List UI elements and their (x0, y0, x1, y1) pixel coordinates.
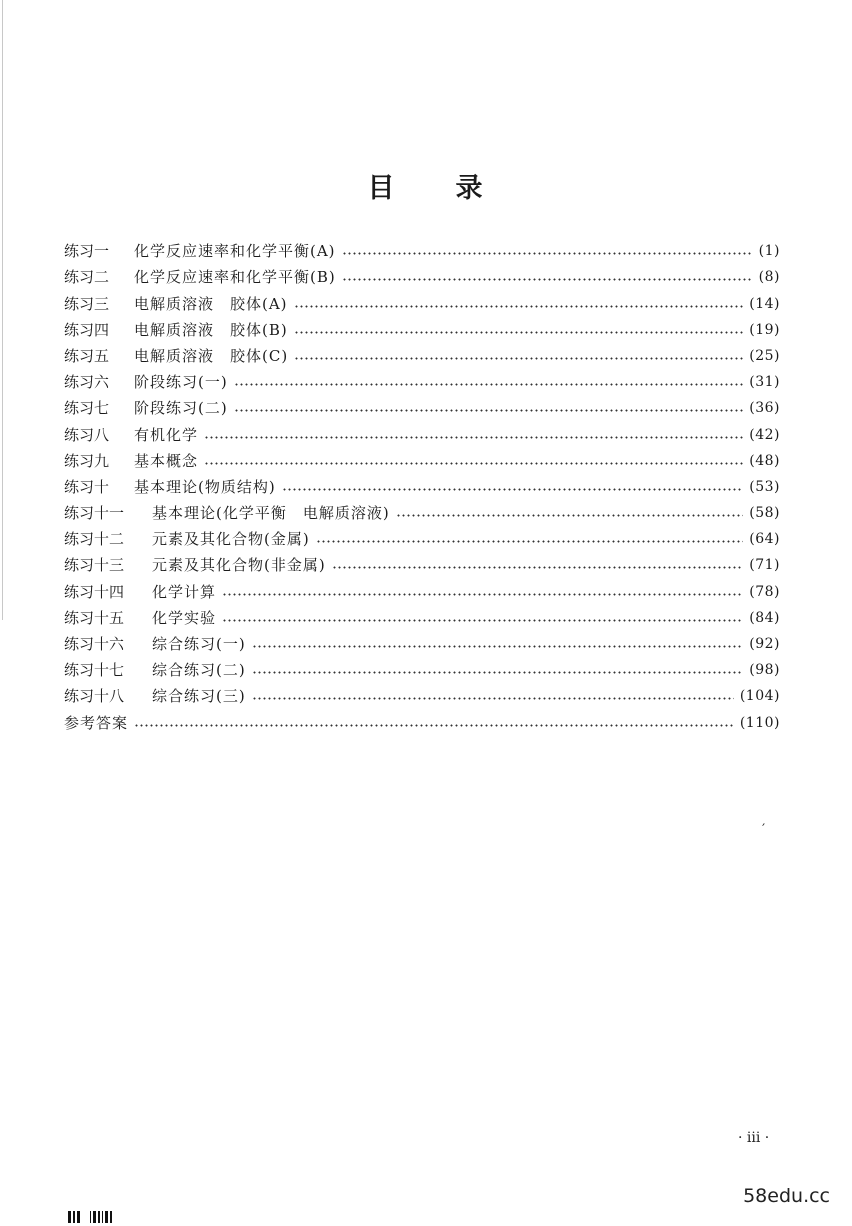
toc-entry-label: 练习八 (64, 425, 110, 444)
toc-entry-title: 电解质溶液 胶体(C) (134, 346, 289, 365)
toc-entry[interactable] (64, 234, 780, 260)
toc-entry-title: 电解质溶液 胶体(A) (134, 294, 288, 313)
dot-leader (342, 251, 753, 256)
watermark-text: 58edu.cc (743, 1185, 830, 1207)
toc-entry-label: 练习十三 (64, 556, 125, 575)
toc-entry-page: (25) (749, 347, 780, 364)
toc-entry-title: 基本理论(化学平衡 电解质溶液) (152, 504, 390, 523)
dot-leader (252, 644, 744, 649)
toc-entry-title: 元素及其化合物(非金属) (152, 556, 326, 575)
dot-leader (294, 330, 744, 335)
toc-entry[interactable] (64, 260, 780, 286)
toc-entry-page: (19) (749, 321, 780, 338)
toc-entry-title: 元素及其化合物(金属) (152, 530, 310, 549)
toc-entry-title: 综合练习(一) (152, 635, 246, 653)
toc-entry-page: (53) (749, 478, 780, 495)
toc-entry-page: (110) (739, 714, 780, 731)
toc-entry[interactable] (64, 522, 780, 548)
toc-entry-page: (1) (758, 243, 780, 260)
toc-entry-label: 练习十八 (64, 687, 125, 706)
dot-leader (252, 696, 734, 701)
toc-entry-page: (8) (758, 269, 780, 286)
toc-entry-title: 有机化学 (134, 425, 199, 444)
toc-entry[interactable] (64, 653, 780, 679)
toc-entry[interactable] (64, 574, 780, 600)
toc-entry-label: 练习十 (64, 477, 110, 496)
dot-leader (204, 461, 743, 466)
barcode-mark (68, 1209, 112, 1223)
toc-entry-page: (42) (749, 426, 780, 443)
toc-entry-title: 阶段练习(二) (134, 399, 228, 418)
toc-entry-label: 练习四 (64, 320, 110, 339)
dot-leader (204, 435, 743, 440)
page-edge-line (2, 0, 3, 620)
dot-leader (396, 513, 744, 518)
toc-entry[interactable] (64, 391, 780, 417)
toc-entry[interactable] (64, 444, 780, 470)
toc-entry[interactable] (64, 601, 780, 627)
toc-entry-label: 练习九 (64, 451, 110, 470)
toc-entry-label: 练习十二 (64, 530, 125, 549)
dot-leader (222, 592, 743, 597)
dot-leader (234, 382, 744, 387)
toc-entry-page: (36) (749, 400, 780, 417)
title-char-1: 目 (367, 173, 397, 204)
toc-entry-page: (31) (749, 374, 780, 391)
dot-leader (294, 356, 743, 361)
dot-leader (332, 565, 744, 570)
title-char-2: 录 (455, 173, 485, 204)
toc-entry-title: 综合练习(二) (152, 661, 246, 680)
toc-entry-title: 基本理论(物质结构) (134, 477, 276, 496)
toc-entry-label: 练习十一 (64, 504, 125, 523)
toc-entry-page: (92) (749, 636, 780, 652)
toc-entry[interactable] (64, 313, 780, 339)
toc-entry[interactable] (64, 365, 780, 391)
toc-entry-page: (78) (749, 583, 780, 600)
dot-leader (252, 670, 744, 675)
page-number: · iii · (738, 1130, 770, 1146)
dot-leader (222, 618, 743, 623)
dot-leader (316, 539, 744, 544)
toc-entry[interactable] (64, 548, 780, 574)
page-title (0, 166, 852, 205)
toc-entry[interactable] (64, 286, 780, 312)
toc-entry-title: 综合练习(三) (152, 687, 246, 706)
toc-entry-page: (84) (749, 609, 780, 626)
toc-entry-title: 化学反应速率和化学平衡(A) (134, 242, 336, 261)
toc-entry-title: 化学实验 (152, 608, 217, 627)
toc-entry-label: 练习十六 (64, 635, 125, 653)
toc-entry-title: 化学计算 (152, 582, 217, 601)
toc-entry-page: (64) (749, 531, 780, 548)
toc-entry-page: (104) (739, 688, 780, 705)
toc-entry[interactable] (64, 339, 780, 365)
toc-entry-page: (71) (749, 557, 780, 574)
toc-entry-label: 练习十五 (64, 608, 125, 627)
toc-entry-title: 阶段练习(一) (134, 373, 228, 392)
toc-entry[interactable] (64, 417, 780, 443)
toc-entry-title: 电解质溶液 胶体(B) (134, 320, 288, 339)
toc-entry-page: (98) (749, 662, 780, 679)
toc-entry-page: (48) (749, 452, 780, 469)
toc-entry-page: (58) (749, 505, 780, 522)
toc-entry-label: 练习二 (64, 268, 110, 287)
toc-entry[interactable] (64, 627, 780, 653)
dot-leader (342, 277, 753, 282)
toc-entry-label: 练习十七 (64, 661, 125, 680)
dot-leader (234, 408, 744, 413)
toc-entry-label: 练习五 (64, 346, 110, 365)
toc-entry-page: (14) (749, 295, 780, 312)
dot-leader (282, 487, 744, 492)
stray-pen-mark: ′ (762, 822, 766, 838)
toc-entry-label: 练习一 (64, 242, 110, 261)
toc-entry[interactable] (64, 705, 780, 731)
toc-entry-title: 化学反应速率和化学平衡(B) (134, 268, 336, 287)
toc-entry-label: 练习六 (64, 373, 110, 392)
toc-entry[interactable] (64, 496, 780, 522)
toc-entry-label: 练习三 (64, 294, 110, 313)
toc-entry-title: 基本概念 (134, 451, 199, 470)
toc-entry-label: 练习七 (64, 399, 110, 418)
toc-entry[interactable] (64, 679, 780, 705)
table-of-contents (64, 234, 780, 732)
toc-entry[interactable] (64, 470, 780, 496)
dot-leader (294, 304, 744, 309)
dot-leader (134, 723, 734, 728)
toc-entry-label: 练习十四 (64, 582, 125, 601)
toc-entry-title: 参考答案 (64, 713, 129, 732)
